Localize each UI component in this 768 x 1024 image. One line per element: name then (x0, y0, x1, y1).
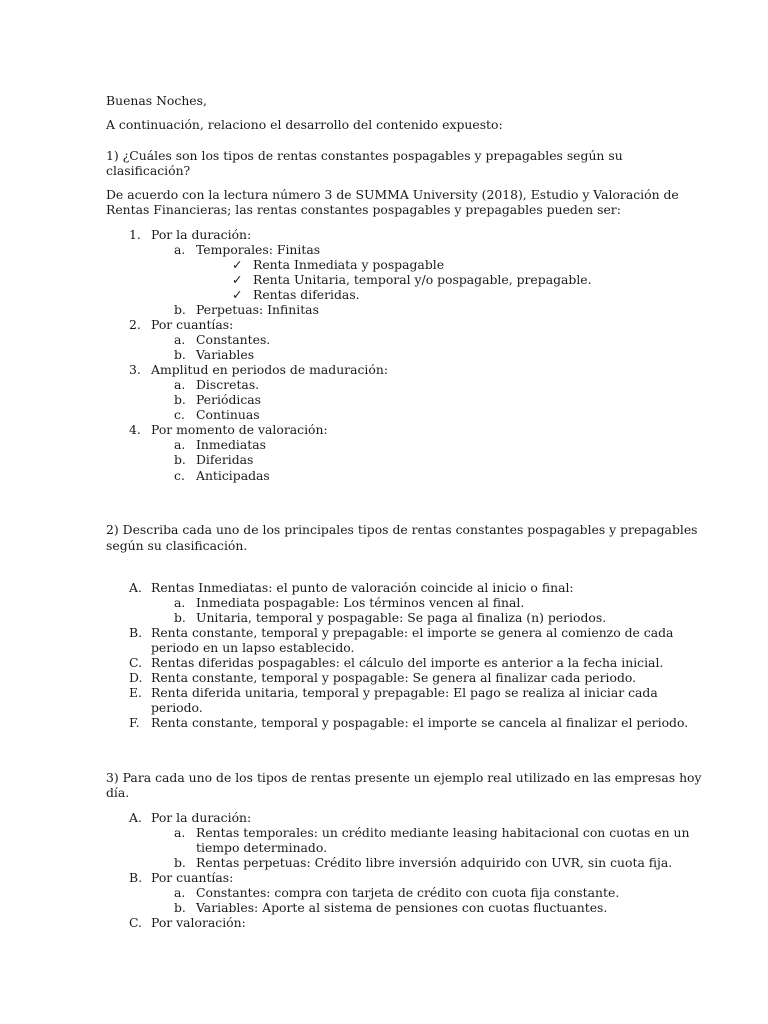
question-3-line-2: día. (106, 785, 130, 800)
list-item: Por cuantías: (151, 870, 234, 885)
list-item: Renta constante, temporal y prepagable: el importe se genera al comienzo de cada (151, 625, 674, 640)
list-item: Perpetuas: Infinitas (196, 302, 319, 317)
list-marker: F. (129, 715, 140, 730)
list-item: Inmediatas (196, 437, 266, 452)
question-3-line-1: 3) Para cada uno de los tipos de rentas presente un ejemplo real utilizado en las empresas hoy (106, 770, 702, 785)
list-marker: b. (174, 302, 186, 317)
list-item: Por cuantías: (151, 317, 234, 332)
list-marker: A. (129, 810, 142, 825)
intro-paragraph: A continuación, relaciono el desarrollo del contenido expuesto: (106, 117, 503, 132)
list-marker: E. (129, 685, 142, 700)
question-2-line-1: 2) Describa cada uno de los principales tipos de rentas constantes pospagables y prepagables (106, 522, 698, 537)
list-marker: a. (174, 377, 186, 392)
list-item-continuation: periodo en un lapso establecido. (151, 640, 355, 655)
list-marker: B. (129, 625, 143, 640)
list-marker: b. (174, 452, 186, 467)
check-icon: ✓ (232, 287, 243, 302)
list-item: Unitaria, temporal y pospagable: Se paga al finaliza (n) periodos. (196, 610, 607, 625)
list-marker: c. (174, 468, 185, 483)
list-marker: 3. (129, 362, 141, 377)
list-item: Renta Inmediata y pospagable (253, 257, 445, 272)
list-item: Rentas diferidas pospagables: el cálculo del importe es anterior a la fecha inicial. (151, 655, 664, 670)
list-item: Constantes. (196, 332, 271, 347)
list-item-continuation: periodo. (151, 700, 203, 715)
list-marker: b. (174, 392, 186, 407)
list-item: Rentas temporales: un crédito mediante leasing habitacional con cuotas en un (196, 825, 690, 840)
list-item: Renta Unitaria, temporal y/o pospagable, prepagable. (253, 272, 592, 287)
check-icon: ✓ (232, 272, 243, 287)
list-marker: 2. (129, 317, 141, 332)
answer-1-line-2: Rentas Financieras; las rentas constantes pospagables y prepagables pueden ser: (106, 202, 621, 217)
list-marker: A. (129, 580, 142, 595)
answer-1-line-1: De acuerdo con la lectura número 3 de SUMMA University (2018), Estudio y Valoración de (106, 187, 679, 202)
list-marker: c. (174, 407, 185, 422)
list-item: Amplitud en periodos de maduración: (151, 362, 389, 377)
list-marker: b. (174, 610, 186, 625)
list-marker: a. (174, 825, 186, 840)
list-marker: D. (129, 670, 143, 685)
list-item: Por valoración: (151, 915, 246, 930)
list-item: Variables: Aporte al sistema de pensiones con cuotas fluctuantes. (196, 900, 608, 915)
list-marker: a. (174, 437, 186, 452)
list-item: Discretas. (196, 377, 260, 392)
list-marker: C. (129, 655, 142, 670)
list-item: Temporales: Finitas (196, 242, 321, 257)
list-item: Rentas perpetuas: Crédito libre inversión adquirido con UVR, sin cuota fija. (196, 855, 673, 870)
list-marker: b. (174, 900, 186, 915)
list-item: Rentas Inmediatas: el punto de valoración coincide al inicio o final: (151, 580, 574, 595)
list-marker: b. (174, 855, 186, 870)
question-2-line-2: según su clasificación. (106, 538, 248, 553)
list-item: Variables (196, 347, 255, 362)
list-marker: C. (129, 915, 142, 930)
list-item: Rentas diferidas. (253, 287, 360, 302)
list-item: Renta constante, temporal y pospagable: el importe se cancela al finalizar el periodo. (151, 715, 689, 730)
list-item: Periódicas (196, 392, 262, 407)
list-item: Continuas (196, 407, 260, 422)
check-icon: ✓ (232, 257, 243, 272)
list-item-continuation: tiempo determinado. (196, 840, 328, 855)
list-item: Por la duración: (151, 810, 252, 825)
list-marker: a. (174, 242, 186, 257)
list-item: Anticipadas (196, 468, 270, 483)
list-item: Por la duración: (151, 227, 252, 242)
question-1-line-1: 1) ¿Cuáles son los tipos de rentas constantes pospagables y prepagables según su (106, 148, 623, 163)
list-item: Renta diferida unitaria, temporal y prepagable: El pago se realiza al iniciar cada (151, 685, 658, 700)
list-marker: a. (174, 595, 186, 610)
list-marker: 1. (129, 227, 141, 242)
list-item: Renta constante, temporal y pospagable: Se genera al finalizar cada periodo. (151, 670, 637, 685)
list-item: Constantes: compra con tarjeta de crédito con cuota fija constante. (196, 885, 620, 900)
list-marker: b. (174, 347, 186, 362)
list-marker: a. (174, 332, 186, 347)
question-1-line-2: clasificación? (106, 163, 191, 178)
list-marker: B. (129, 870, 143, 885)
list-marker: 4. (129, 422, 141, 437)
list-item: Inmediata pospagable: Los términos vencen al final. (196, 595, 525, 610)
list-item: Diferidas (196, 452, 254, 467)
list-marker: a. (174, 885, 186, 900)
list-item: Por momento de valoración: (151, 422, 328, 437)
greeting: Buenas Noches, (106, 93, 207, 108)
